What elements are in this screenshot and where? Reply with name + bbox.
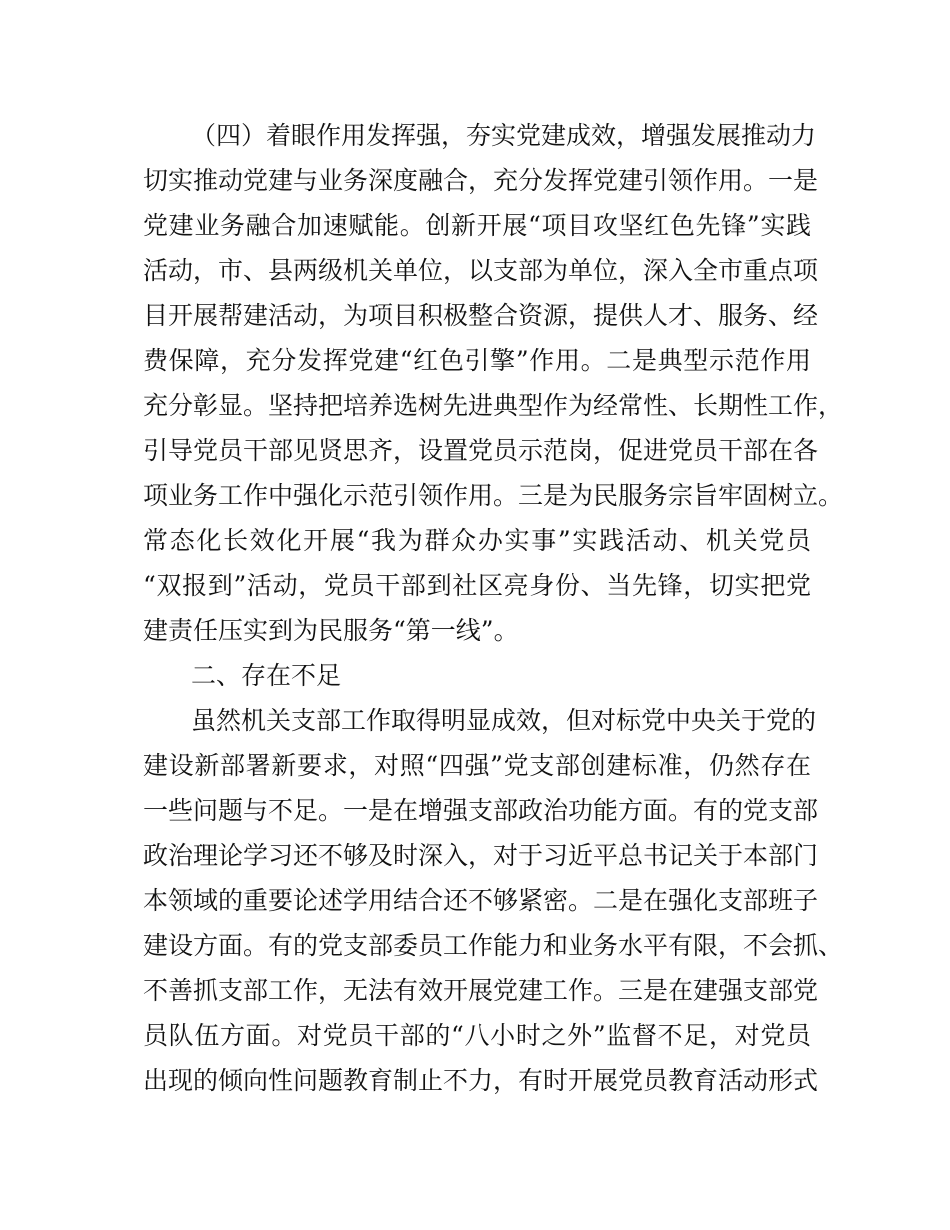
text-line: 引导党员干部见贤思齐，设置党员示范岗，促进党员干部在各 xyxy=(143,436,819,465)
text-line: 政治理论学习还不够及时深入，对于习近平总书记关于本部门 xyxy=(143,841,819,870)
paragraph-shortcomings xyxy=(143,698,844,1103)
text-line: 活动，市、县两级机关单位，以支部为单位，深入全市重点项 xyxy=(143,256,819,285)
text-line: 党建业务融合加速赋能。创新开展“项目攻坚红色先锋”实践 xyxy=(143,211,811,240)
text-line: 费保障，充分发挥党建“红色引擎”作用。二是典型示范作用 xyxy=(143,346,811,375)
paragraph-party-building-effectiveness xyxy=(143,113,844,653)
text-line: 出现的倾向性问题教育制止不力，有时开展党员教育活动形式 xyxy=(143,1066,819,1095)
text-line: 切实推动党建与业务深度融合，充分发挥党建引领作用。一是 xyxy=(143,166,819,195)
text-line: 常态化长效化开展“我为群众办实事”实践活动、机关党员 xyxy=(143,526,811,555)
text-line: 建设新部署新要求，对照“四强”党支部创建标准，仍然存在 xyxy=(143,751,811,780)
text-line: 目开展帮建活动，为项目积极整合资源，提供人才、服务、经 xyxy=(143,301,819,330)
text-line: “双报到”活动，党员干部到社区亮身份、当先锋，切实把党 xyxy=(143,571,811,600)
text-line: 建设方面。有的党支部委员工作能力和业务水平有限，不会抓、 xyxy=(143,931,844,960)
section-heading-four: （四）着眼作用发挥强，夯实党建成效，增强发展推动力 xyxy=(191,121,817,150)
text-line: 员队伍方面。对党员干部的“八小时之外”监督不足，对党员 xyxy=(143,1021,811,1050)
text-line: 建责任压实到为民服务“第一线”。 xyxy=(143,616,519,645)
text-line: 本领域的重要论述学用结合还不够紧密。二是在强化支部班子 xyxy=(143,886,819,915)
text-line: 虽然机关支部工作取得明显成效，但对标党中央关于党的 xyxy=(191,706,817,735)
text-line: 项业务工作中强化示范引领作用。三是为民服务宗旨牢固树立。 xyxy=(143,481,844,510)
document-page xyxy=(143,113,844,1103)
text-line: 充分彰显。坚持把培养选树先进典型作为经常性、长期性工作， xyxy=(143,391,844,420)
text-line: 不善抓支部工作，无法有效开展党建工作。三是在建强支部党 xyxy=(143,976,819,1005)
section-heading-shortcomings: 二、存在不足 xyxy=(191,661,342,690)
text-line: 一些问题与不足。一是在增强支部政治功能方面。有的党支部 xyxy=(143,796,819,825)
